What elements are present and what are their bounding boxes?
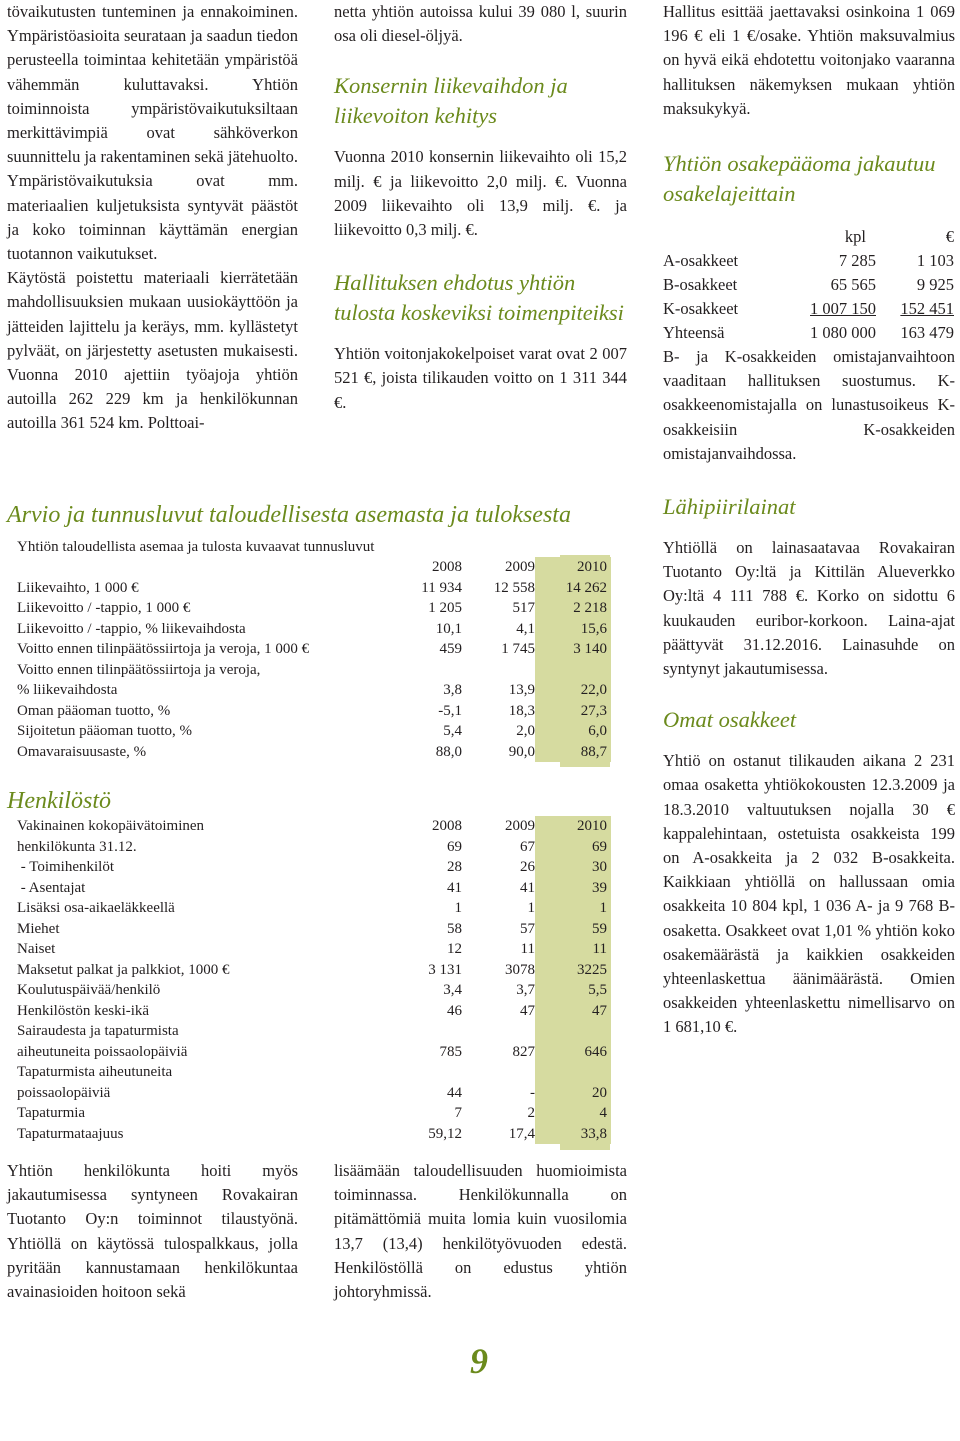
table-row: Sairaudesta ja tapaturmista [17,1021,611,1042]
table-row: Tapaturmia 7 2 4 [17,1103,611,1124]
staff-section [17,816,617,1144]
own-shares-heading: Omat osakkeet [663,707,797,733]
table-row: poissaolopäiviä 44 - 20 [17,1083,611,1104]
environment-paragraph-2: Käytöstä poistettu materiaali kierrätetään mahdollisuuksien mukaan uusiokäyttöön ja jätteiden lajittelu ja keräys, mm. kyllästetyt pylväät, on järjestetty asetusten mukaisesti. Vuonna 2010 ajettiin työajoja yhtiön autoilla 262 229 km ja henkilökunnan autoilla 361 524 km. Polttoai- [7,268,298,433]
dividend-paragraph: Hallitus esittää jaettavaksi osinkoina 1 069 196 € eli 1 €/osake. Yhtiön maksuvalmius on hyvä eikä ehdotettu voitonjako vaaranna hallituksen näkemyksen mukaan yhtiön maksukykyä. [663,2,955,118]
column-1 [7,0,298,436]
table-row: Koulutuspäivää/henkilö 3,4 3,7 5,5 [17,980,611,1001]
table-row: Liikevoitto / -tappio, 1 000 € 1 205 517 2 218 [17,598,611,619]
finance-section [17,537,617,762]
share-header-eur: € [945,227,954,247]
related-loans-heading: Lähipiirilainat [663,494,796,520]
table-row: Omavaraisuusaste, % 88,0 90,0 88,7 [17,742,611,763]
table-row: henkilökunta 31.12. 69 67 69 [17,837,611,858]
finance-heading: Arvio ja tunnusluvut taloudellisesta asemasta ja tuloksesta [7,502,571,528]
share-row: B-osakkeet 65 565 9 925 [663,275,954,295]
table-row: Voitto ennen tilinpäätössiirtoja ja veroja, 1 000 € 459 1 745 3 140 [17,639,611,660]
column-3 [663,0,955,1040]
own-shares-paragraph: Yhtiö on ostanut tilikauden aikana 2 231 omaa osaketta yhtiökokousten 12.3.2009 ja 18.3.2010 valtuutuksen nojalla 30 € kappalehintaan, ostetuista osakkeista 199 on A-osakkeita ja 2 032 B-osakkeita. Kaikkiaan yhtiöllä on hallussaan omia osakkeita 10 804 kpl, 1 036 A- ja 9 768 B-osaketta. Osakkeet ovat 1,01 % yhtiön koko osakemäärästä ja kaikkien osakkeiden yhteenlaskettua äänimäärästä. Omien osakkeiden yhteenlaskettu nimellisarvo on 1 681,10 €. [663,751,955,1037]
revenue-paragraph: Vuonna 2010 konsernin liikevaihto oli 15,2 milj. € ja liikevoitto 2,0 milj. €. Vuonna 2009 liikevaihto oli 13,9 milj. €. ja liikevoitto 0,3 milj. €. [334,147,627,240]
staff-table [17,816,611,1144]
share-row: A-osakkeet 7 285 1 103 [663,251,954,271]
environment-paragraph-1: tövaikutusten tunteminen ja ennakoiminen. Ympäristöasioita seurataan ja saadun tiedon perusteella toimintaa kehitetään ympäristöä vähemmän kuluttavaksi. Yhtiön toiminnoista ympäristövaikutuksiltaan merkittävimpiä ovat sähköverkon suunnittelu ja rakentaminen sekä jätehuolto. Ympäristövaikutuksia ovat mm. materiaalien kuljetuksista syntyvät päästöt ja koko toiminnan käyttämän energian tuotannon vaikutukset. [7,2,298,264]
column-2 [334,0,627,415]
table-row: Miehet 58 57 59 [17,919,611,940]
table-row: Liikevoitto / -tappio, % liikevaihdosta 10,1 4,1 15,6 [17,619,611,640]
table-row: Liikevaihto, 1 000 € 11 934 12 558 14 262 [17,578,611,599]
table-row: Lisäksi osa-aikaeläkkeellä 1 1 1 [17,898,611,919]
table-row: Oman pääoman tuotto, % -5,1 18,3 27,3 [17,701,611,722]
table-row: Naiset 12 11 11 [17,939,611,960]
share-table [663,225,954,345]
proposal-heading: Hallituksen ehdotus yhtiön tulosta koskeviksi toimenpiteiksi [334,270,624,326]
table-row: Henkilöstön keski-ikä 46 47 47 [17,1001,611,1022]
staff-paragraph-left: Yhtiön henkilökunta hoiti myös jakautumisessa syntyneen Rovakairan Tuotanto Oy:n toiminnot tilaustyönä. Yhtiöllä on käytössä tulospalkkaus, jolla pyritään kannustamaan henkilökuntaa avainasioiden hoitoon sekä [7,1161,298,1302]
table-row: Sijoitetun pääoman tuotto, % 5,4 2,0 6,0 [17,721,611,742]
finance-intro: Yhtiön taloudellista asemaa ja tulosta kuvaavat tunnusluvut [17,539,375,555]
share-capital-heading: Yhtiön osakepääoma jakautuu osakelajeittain [663,151,936,207]
page-number: 9 [470,1341,488,1381]
table-row: Maksetut palkat ja palkkiot, 1000 € 3 131 3078 3225 [17,960,611,981]
staff-heading: Henkilöstö [7,788,111,814]
share-transfer-paragraph: B- ja K-osakkeiden omistajanvaihtoon vaaditaan hallituksen suostumus. K-osakkeenomistajalla on lunastusoikeus K-osakkeisiin K-osakkeiden omistajanvaihdossa. [663,347,955,463]
table-row: % liikevaihdosta 3,8 13,9 22,0 [17,680,611,701]
related-loans-paragraph: Yhtiöllä on lainasaatavaa Rovakairan Tuotanto Oy:ltä ja Kittilän Alueverkko Oy:ltä 4 111 788 €. Korko on sidottu 6 kuukauden euribor-korkoon. Laina-ajat päättyvät 31.12.2016. Lainasuhde on syntynyt jakautumisessa. [663,538,955,679]
table-row: Voitto ennen tilinpäätössiirtoja ja veroja, [17,660,611,681]
table-row: Tapaturmataajuus 59,12 17,4 33,8 [17,1124,611,1145]
share-header-kpl: kpl [844,227,866,247]
share-row-total: Yhteensä 1 080 000 163 479 [663,323,954,343]
share-row: K-osakkeet 1 007 150 152 451 [663,299,954,319]
table-row: - Toimihenkilöt 28 26 30 [17,857,611,878]
staff-year-header: Vakinainen kokopäivätoiminen 2008 2009 2010 [17,816,611,837]
proposal-paragraph: Yhtiön voitonjakokelpoiset varat ovat 2 007 521 €, joista tilikauden voitto on 1 311 344 €. [334,344,627,412]
fuel-paragraph: netta yhtiön autoissa kului 39 080 l, suurin osa oli diesel-öljyä. [334,2,627,46]
finance-table [17,557,611,762]
revenue-heading: Konsernin liikevaihdon ja liikevoiton kehitys [334,73,568,129]
table-row: aiheutuneita poissaolopäiviä 785 827 646 [17,1042,611,1063]
share-table-header [663,225,954,249]
staff-paragraph-right: lisäämään taloudellisuuden huomioimista toiminnassa. Henkilökunnalla on pitämättömiä muita lomia kuin vuosilomia 13,7 (13,4) henkilötyövuoden edestä. Henkilöstöllä on edustus yhtiön johtoryhmissä. [334,1161,627,1302]
finance-year-header: 2008 2009 2010 [17,557,611,578]
table-row: Tapaturmista aiheutuneita [17,1062,611,1083]
table-row: - Asentajat 41 41 39 [17,878,611,899]
